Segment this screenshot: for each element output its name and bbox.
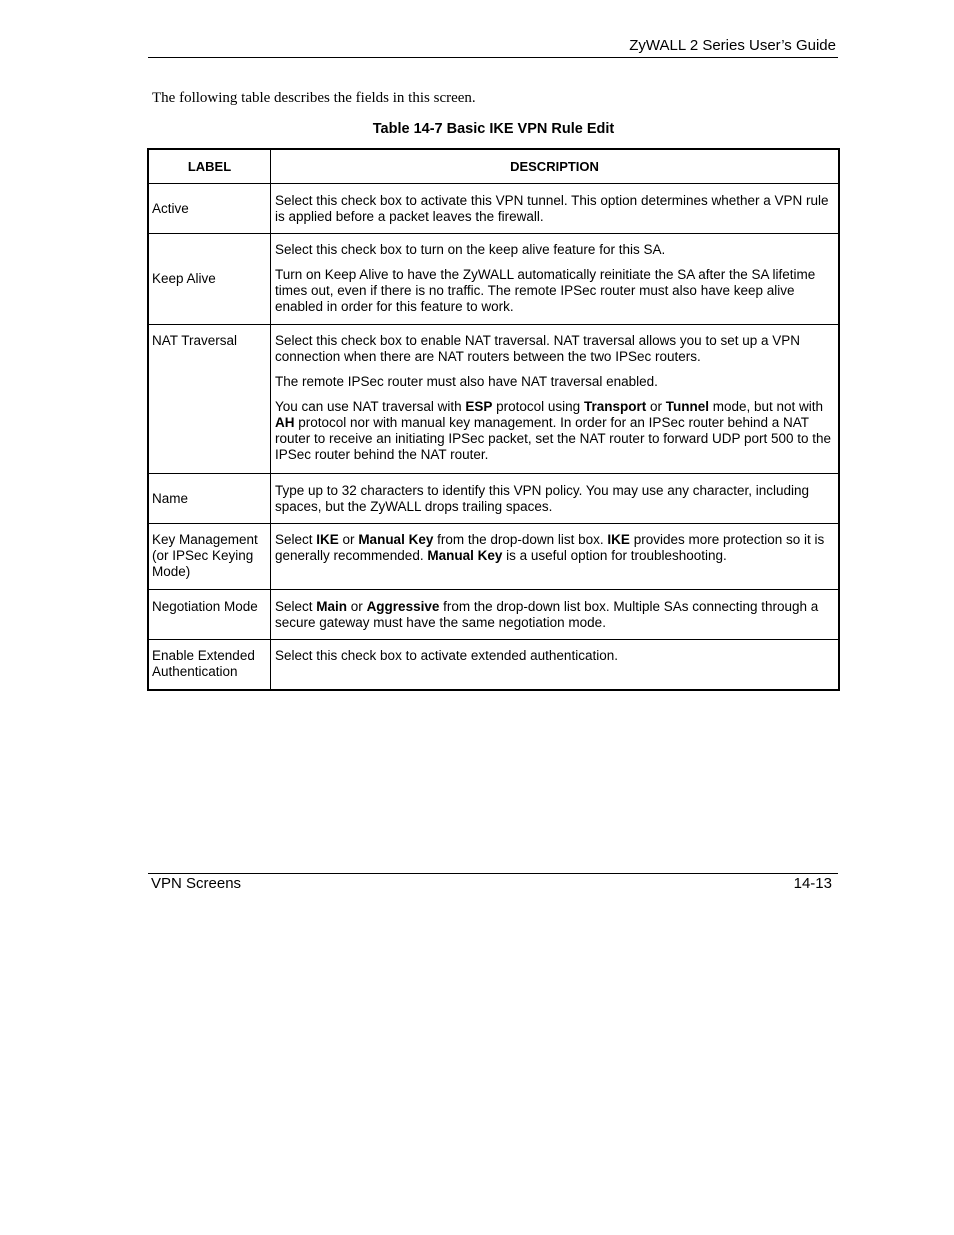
table-row — [148, 325, 839, 474]
field-label: Name — [148, 474, 271, 524]
text-run: Select this check box to activate extended authentication. — [275, 648, 618, 663]
bold-term: Manual Key — [358, 532, 434, 547]
field-description — [271, 184, 840, 234]
field-label: Key Management (or IPSec Keying Mode) — [148, 524, 271, 590]
column-header-label: LABEL — [148, 149, 271, 184]
table-body — [148, 184, 839, 690]
bold-term: Transport — [583, 399, 647, 414]
field-label: Negotiation Mode — [148, 590, 271, 640]
text-run: Turn on Keep Alive to have the ZyWALL automatically reinitiate the SA after the SA lifetime times out, even if there is no traffic. The remote IPSec router must also have keep alive enabled in order for this feature to work. — [275, 267, 816, 314]
field-description-table — [147, 148, 840, 691]
table-row — [148, 524, 839, 590]
bold-term: AH — [275, 415, 295, 430]
description-paragraph — [275, 399, 834, 463]
description-paragraph — [275, 483, 834, 515]
footer-rule — [148, 873, 838, 874]
text-run: protocol using — [492, 399, 584, 414]
footer-page-number: 14-13 — [793, 875, 832, 892]
text-run: or — [646, 399, 666, 414]
description-paragraph — [275, 374, 834, 390]
column-header-description: DESCRIPTION — [271, 149, 840, 184]
table-row — [148, 234, 839, 325]
field-description — [271, 524, 840, 590]
bold-term: IKE — [316, 532, 339, 547]
text-run: or — [347, 599, 367, 614]
description-paragraph — [275, 267, 834, 315]
description-paragraph — [275, 648, 834, 664]
description-paragraph — [275, 333, 834, 365]
text-run: Select — [275, 532, 317, 547]
field-description — [271, 474, 840, 524]
table-row — [148, 640, 839, 690]
footer-section-name: VPN Screens — [151, 875, 242, 892]
field-description — [271, 325, 840, 474]
bold-term: IKE — [607, 532, 630, 547]
description-paragraph — [275, 532, 834, 564]
table-row — [148, 184, 839, 234]
description-paragraph — [275, 599, 834, 631]
field-label: Active — [148, 184, 271, 234]
table-row — [148, 474, 839, 524]
text-run: from the drop-down list box. Multiple SAs connecting through a secure gateway must have the same negotiation mode. — [275, 599, 819, 630]
text-run: is a useful option for troubleshooting. — [502, 548, 727, 563]
bold-term: Manual Key — [427, 548, 503, 563]
field-label: Enable Extended Authentication — [148, 640, 271, 690]
table-header-row — [148, 149, 839, 184]
description-paragraph — [275, 242, 834, 258]
text-run: Select this check box to activate this VPN tunnel. This option determines whether a VPN rule is applied before a packet leaves the firewall. — [275, 193, 829, 224]
text-run: Select this check box to turn on the keep alive feature for this SA. — [275, 242, 666, 257]
text-run: mode, but not with — [708, 399, 824, 414]
text-run: from the drop-down list box. — [433, 532, 608, 547]
intro-text: The following table describes the fields in this screen. — [152, 90, 476, 106]
text-run: Type up to 32 characters to identify this VPN policy. You may use any character, including spaces, but the ZyWALL drops trailing spaces. — [275, 483, 810, 514]
description-paragraph — [275, 193, 834, 225]
bold-term: Aggressive — [366, 599, 440, 614]
field-description — [271, 234, 840, 325]
text-run: protocol nor with manual key management. In order for an IPSec router behind a NAT router to receive an initiating IPSec packet, set the NAT router to forward UDP port 500 to the IPSec router behind the NAT router. — [275, 415, 832, 462]
text-run: Select this check box to enable NAT traversal. NAT traversal allows you to set up a VPN connection when there are NAT routers between the two IPSec routers. — [275, 333, 800, 364]
text-run: The remote IPSec router must also have NAT traversal enabled. — [275, 374, 658, 389]
header-rule — [148, 57, 838, 58]
text-run: or — [338, 532, 359, 547]
text-run: Select — [275, 599, 317, 614]
table-row — [148, 590, 839, 640]
text-run: You can use NAT traversal with — [275, 399, 466, 414]
field-description — [271, 640, 840, 690]
field-label: Keep Alive — [148, 234, 271, 325]
bold-term: Tunnel — [665, 399, 709, 414]
bold-term: ESP — [465, 399, 493, 414]
text-run: provides more protection so it is generally recommended. — [275, 532, 825, 563]
field-description — [271, 590, 840, 640]
bold-term: Main — [316, 599, 348, 614]
page-header-title: ZyWALL 2 Series User’s Guide — [629, 37, 836, 54]
field-label: NAT Traversal — [148, 325, 271, 474]
table-caption: Table 14-7 Basic IKE VPN Rule Edit — [372, 121, 615, 137]
